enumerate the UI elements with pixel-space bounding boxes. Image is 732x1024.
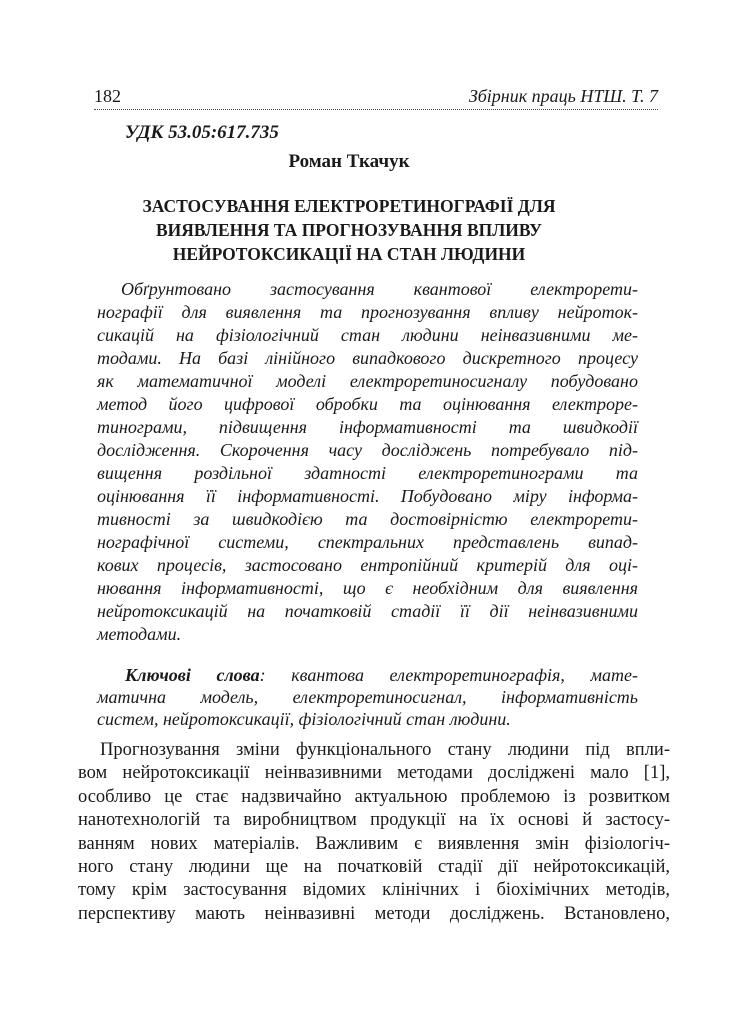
journal-title: Збірник праць НТШ. Т. 7 [468, 86, 658, 106]
abstract-line: дослідження. Скорочення часу досліджень потребувало під- [97, 440, 638, 460]
body-text-line: вом нейротоксикації неінвазивними методами досліджені мало [1], [78, 763, 670, 784]
page-number: 182 [94, 86, 121, 106]
abstract-line: тивності за швидкодією та достовірністю електрорети- [97, 509, 638, 529]
article-title-line: ЗАСТОСУВАННЯ ЕЛЕКТРОРЕТИНОГРАФІЇ ДЛЯ [142, 196, 556, 216]
body-text-line: тому крім застосування відомих клінічних і біохімічних методів, [78, 880, 670, 901]
abstract-line: методами. [97, 624, 182, 644]
keywords-first-line [97, 664, 638, 686]
abstract-line: як математичної моделі електроретиносигналу побудовано [97, 371, 638, 391]
author-name: Роман Ткачук [288, 151, 410, 172]
abstract-line: оцінювання її інформативності. Побудовано міру інформа- [97, 486, 638, 506]
keywords-rest-lines [97, 686, 638, 730]
article-title-line: НЕЙРОТОКСИКАЦІЇ НА СТАН ЛЮДИНИ [172, 244, 526, 264]
abstract-line: нографічної системи, спектральних представлень випад- [97, 532, 638, 552]
abstract-line: сикацій на фізіологічний стан людини неінвазивними ме- [97, 325, 638, 345]
body-text-line: ванням нових матеріалів. Важливим є виявлення змін фізіологіч- [78, 833, 670, 854]
abstract-line: тодами. На базі лінійного випадкового дискретного процесу [97, 348, 638, 368]
body-text-line: нанотехнологій та виробництвом продукції на їх основі й застосу- [78, 810, 670, 831]
abstract [97, 278, 638, 646]
keywords-label: Ключові слова [125, 665, 260, 685]
keywords [97, 664, 638, 730]
udc-line: УДК 53.05:617.735 [125, 122, 279, 143]
article-title-line: ВИЯВЛЕННЯ ТА ПРОГНОЗУВАННЯ ВПЛИВУ [156, 220, 542, 240]
abstract-line: нейротоксикацій на початковій стадії її дії неінвазивними [97, 601, 638, 621]
body-text-line: ного стану людини ще на початковій стадії дії нейротоксикацій, [78, 857, 670, 878]
body-text-line: перспективу мають неінвазивні методи досліджень. Встановлено, [78, 903, 670, 924]
keywords-line: матична модель, електроретиносигнал, інформативність [97, 687, 638, 707]
abstract-line: Обґрунтовано застосування квантової електрорети- [121, 279, 638, 299]
body-text-line: Прогнозування зміни функціонального стану людини під впли- [100, 740, 670, 760]
abstract-line: метод його цифрової обробки та оцінювання електроре- [97, 394, 638, 414]
abstract-line: кових процесів, застосовано ентропійний критерій для оці- [97, 555, 638, 575]
keywords-line: систем, нейротоксикації, фізіологічний стан людини. [97, 709, 511, 729]
abstract-line: тинограми, підвищення інформативності та швидкодії [97, 417, 638, 437]
abstract-line: вищення роздільної здатності електроретинограми та [97, 463, 638, 483]
heading-column [78, 151, 620, 266]
body-text-line: особливо це стає надзвичайно актуальною проблемою із розвитком [78, 786, 670, 807]
body-paragraph [78, 739, 670, 926]
abstract-line: нографії для виявлення та прогнозування впливу нейроток- [97, 302, 638, 322]
article-title [78, 194, 620, 266]
running-header [94, 86, 658, 110]
abstract-line: нювання інформативності, що є необхідним для виявлення [97, 578, 638, 598]
keywords-first-line-text: : квантова електроретинографія, мате- [259, 665, 639, 685]
